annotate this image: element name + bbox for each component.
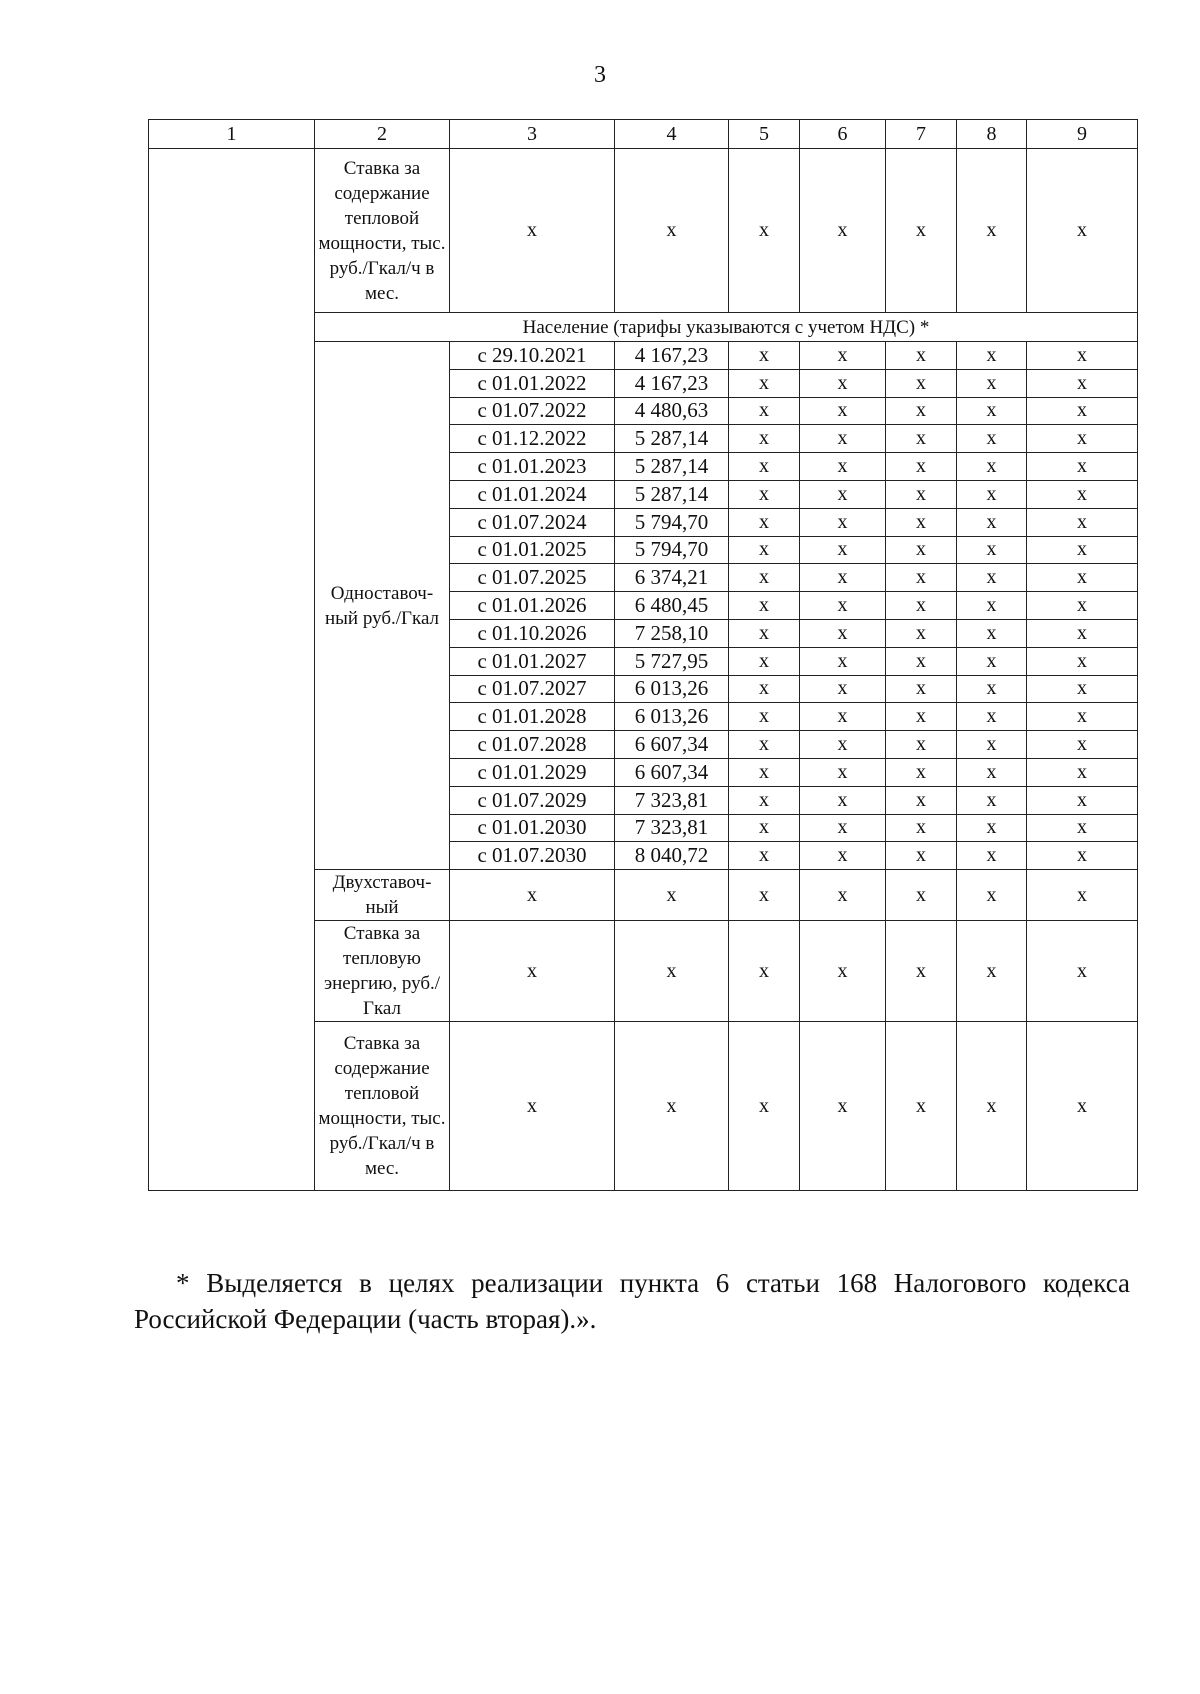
x-cell: х <box>800 536 886 564</box>
x-cell: х <box>886 342 957 370</box>
x-cell: х <box>886 870 957 921</box>
x-cell: х <box>615 149 729 313</box>
x-cell: х <box>1027 758 1138 786</box>
x-cell: х <box>957 619 1027 647</box>
effective-date: с 01.07.2030 <box>450 842 615 870</box>
x-cell: х <box>729 342 800 370</box>
two-rate-label: Двухставоч-ный <box>315 870 450 921</box>
x-cell: х <box>957 453 1027 481</box>
effective-date: с 01.12.2022 <box>450 425 615 453</box>
x-cell: х <box>800 564 886 592</box>
x-cell: х <box>886 592 957 620</box>
x-cell: х <box>729 921 800 1022</box>
x-cell: х <box>729 619 800 647</box>
x-cell: х <box>1027 870 1138 921</box>
column-header: 8 <box>957 120 1027 149</box>
top-capacity-row <box>149 149 1138 313</box>
tariff-value: 5 727,95 <box>615 647 729 675</box>
tariff-value: 7 258,10 <box>615 619 729 647</box>
x-cell: х <box>450 1022 615 1191</box>
x-cell: х <box>957 870 1027 921</box>
x-cell: х <box>800 508 886 536</box>
x-cell: х <box>729 786 800 814</box>
x-cell: х <box>729 508 800 536</box>
x-cell: х <box>886 814 957 842</box>
effective-date: с 01.01.2027 <box>450 647 615 675</box>
footnote-line-1: * Выделяется в целях реализации пункта 6 статьи 168 Налогового кодекса <box>176 1268 1130 1298</box>
x-cell: х <box>615 921 729 1022</box>
x-cell: х <box>886 786 957 814</box>
column-header: 6 <box>800 120 886 149</box>
column-1-empty-cell <box>149 149 315 1191</box>
x-cell: х <box>957 758 1027 786</box>
tariff-value: 5 287,14 <box>615 453 729 481</box>
tariff-value: 7 323,81 <box>615 786 729 814</box>
x-cell: х <box>886 149 957 313</box>
x-cell: х <box>800 921 886 1022</box>
tariff-value: 4 167,23 <box>615 342 729 370</box>
effective-date: с 01.07.2025 <box>450 564 615 592</box>
x-cell: х <box>729 369 800 397</box>
x-cell: х <box>729 592 800 620</box>
energy-rate-label: Ставка за тепловую энергию, руб./Гкал <box>315 921 450 1022</box>
x-cell: х <box>729 397 800 425</box>
x-cell: х <box>886 536 957 564</box>
x-cell: х <box>1027 453 1138 481</box>
x-cell: х <box>1027 342 1138 370</box>
x-cell: х <box>800 703 886 731</box>
top-capacity-label: Ставка за содержание тепловой мощности, тыс. руб./Гкал/ч в мес. <box>315 149 450 313</box>
effective-date: с 01.07.2028 <box>450 731 615 759</box>
x-cell: х <box>886 425 957 453</box>
x-cell: х <box>957 564 1027 592</box>
x-cell: х <box>800 675 886 703</box>
x-cell: х <box>1027 842 1138 870</box>
x-cell: х <box>886 758 957 786</box>
x-cell: х <box>957 814 1027 842</box>
x-cell: х <box>729 1022 800 1191</box>
x-cell: х <box>1027 619 1138 647</box>
x-cell: х <box>957 397 1027 425</box>
x-cell: х <box>957 149 1027 313</box>
footnote <box>134 1265 1130 1337</box>
x-cell: х <box>1027 786 1138 814</box>
x-cell: х <box>800 369 886 397</box>
x-cell: х <box>800 842 886 870</box>
x-cell: х <box>957 786 1027 814</box>
x-cell: х <box>1027 731 1138 759</box>
x-cell: х <box>1027 564 1138 592</box>
x-cell: х <box>729 149 800 313</box>
x-cell: х <box>800 480 886 508</box>
x-cell: х <box>729 647 800 675</box>
x-cell: х <box>957 703 1027 731</box>
x-cell: х <box>800 619 886 647</box>
tariff-value: 4 167,23 <box>615 369 729 397</box>
column-header: 1 <box>149 120 315 149</box>
population-header: Население (тарифы указываются с учетом НДС) * <box>315 313 1138 342</box>
column-header: 4 <box>615 120 729 149</box>
x-cell: х <box>800 786 886 814</box>
x-cell: х <box>1027 397 1138 425</box>
x-cell: х <box>1027 703 1138 731</box>
x-cell: х <box>1027 675 1138 703</box>
column-header: 2 <box>315 120 450 149</box>
x-cell: х <box>886 921 957 1022</box>
x-cell: х <box>957 480 1027 508</box>
effective-date: с 01.07.2024 <box>450 508 615 536</box>
x-cell: х <box>729 453 800 481</box>
effective-date: с 01.01.2026 <box>450 592 615 620</box>
x-cell: х <box>886 508 957 536</box>
x-cell: х <box>957 1022 1027 1191</box>
effective-date: с 01.07.2029 <box>450 786 615 814</box>
tariff-table <box>148 119 1138 1191</box>
tariff-value: 5 287,14 <box>615 425 729 453</box>
x-cell: х <box>729 814 800 842</box>
effective-date: с 01.07.2022 <box>450 397 615 425</box>
column-header: 3 <box>450 120 615 149</box>
x-cell: х <box>729 564 800 592</box>
x-cell: х <box>886 731 957 759</box>
x-cell: х <box>1027 647 1138 675</box>
x-cell: х <box>800 647 886 675</box>
tariff-value: 4 480,63 <box>615 397 729 425</box>
x-cell: х <box>1027 592 1138 620</box>
tariff-value: 6 607,34 <box>615 758 729 786</box>
x-cell: х <box>957 731 1027 759</box>
x-cell: х <box>729 536 800 564</box>
effective-date: с 01.10.2026 <box>450 619 615 647</box>
x-cell: х <box>729 870 800 921</box>
x-cell: х <box>886 703 957 731</box>
x-cell: х <box>615 1022 729 1191</box>
x-cell: х <box>886 564 957 592</box>
effective-date: с 01.01.2022 <box>450 369 615 397</box>
x-cell: х <box>1027 536 1138 564</box>
x-cell: х <box>1027 921 1138 1022</box>
column-header: 5 <box>729 120 800 149</box>
x-cell: х <box>800 870 886 921</box>
x-cell: х <box>886 369 957 397</box>
page-number: 3 <box>594 62 606 88</box>
tariff-value: 5 794,70 <box>615 508 729 536</box>
x-cell: х <box>957 342 1027 370</box>
tariff-value: 6 013,26 <box>615 703 729 731</box>
column-header: 9 <box>1027 120 1138 149</box>
x-cell: х <box>886 619 957 647</box>
tariff-value: 5 794,70 <box>615 536 729 564</box>
x-cell: х <box>1027 369 1138 397</box>
x-cell: х <box>886 647 957 675</box>
x-cell: х <box>729 703 800 731</box>
x-cell: х <box>957 675 1027 703</box>
capacity-rate-label: Ставка за содержание тепловой мощности, тыс. руб./Гкал/ч в мес. <box>315 1022 450 1191</box>
tariff-value: 5 287,14 <box>615 480 729 508</box>
effective-date: с 01.01.2023 <box>450 453 615 481</box>
footnote-line-2: Российской Федерации (часть вторая).». <box>134 1304 597 1334</box>
effective-date: с 29.10.2021 <box>450 342 615 370</box>
tariff-value: 6 374,21 <box>615 564 729 592</box>
tariff-value: 8 040,72 <box>615 842 729 870</box>
x-cell: х <box>615 870 729 921</box>
x-cell: х <box>957 536 1027 564</box>
x-cell: х <box>729 425 800 453</box>
x-cell: х <box>886 842 957 870</box>
x-cell: х <box>1027 814 1138 842</box>
header-row <box>149 120 1138 149</box>
x-cell: х <box>886 480 957 508</box>
effective-date: с 01.07.2027 <box>450 675 615 703</box>
x-cell: х <box>729 675 800 703</box>
tariff-value: 6 607,34 <box>615 731 729 759</box>
x-cell: х <box>1027 1022 1138 1191</box>
x-cell: х <box>1027 425 1138 453</box>
x-cell: х <box>957 369 1027 397</box>
effective-date: с 01.01.2030 <box>450 814 615 842</box>
x-cell: х <box>957 842 1027 870</box>
x-cell: х <box>886 397 957 425</box>
x-cell: х <box>1027 508 1138 536</box>
x-cell: х <box>729 480 800 508</box>
tariff-value: 6 480,45 <box>615 592 729 620</box>
x-cell: х <box>800 1022 886 1191</box>
x-cell: х <box>1027 480 1138 508</box>
x-cell: х <box>450 921 615 1022</box>
x-cell: х <box>800 453 886 481</box>
x-cell: х <box>886 453 957 481</box>
x-cell: х <box>957 592 1027 620</box>
x-cell: х <box>729 758 800 786</box>
effective-date: с 01.01.2028 <box>450 703 615 731</box>
x-cell: х <box>957 647 1027 675</box>
tariff-value: 7 323,81 <box>615 814 729 842</box>
x-cell: х <box>800 758 886 786</box>
column-header: 7 <box>886 120 957 149</box>
x-cell: х <box>800 814 886 842</box>
x-cell: х <box>800 397 886 425</box>
effective-date: с 01.01.2029 <box>450 758 615 786</box>
x-cell: х <box>450 149 615 313</box>
tariff-value: 6 013,26 <box>615 675 729 703</box>
x-cell: х <box>800 731 886 759</box>
x-cell: х <box>886 675 957 703</box>
one-rate-label: Одноставоч-ный руб./Гкал <box>315 342 450 870</box>
effective-date: с 01.01.2025 <box>450 536 615 564</box>
x-cell: х <box>957 508 1027 536</box>
x-cell: х <box>886 1022 957 1191</box>
x-cell: х <box>957 921 1027 1022</box>
x-cell: х <box>957 425 1027 453</box>
x-cell: х <box>800 342 886 370</box>
x-cell: х <box>729 842 800 870</box>
x-cell: х <box>800 149 886 313</box>
x-cell: х <box>450 870 615 921</box>
x-cell: х <box>800 592 886 620</box>
x-cell: х <box>1027 149 1138 313</box>
x-cell: х <box>800 425 886 453</box>
x-cell: х <box>729 731 800 759</box>
effective-date: с 01.01.2024 <box>450 480 615 508</box>
